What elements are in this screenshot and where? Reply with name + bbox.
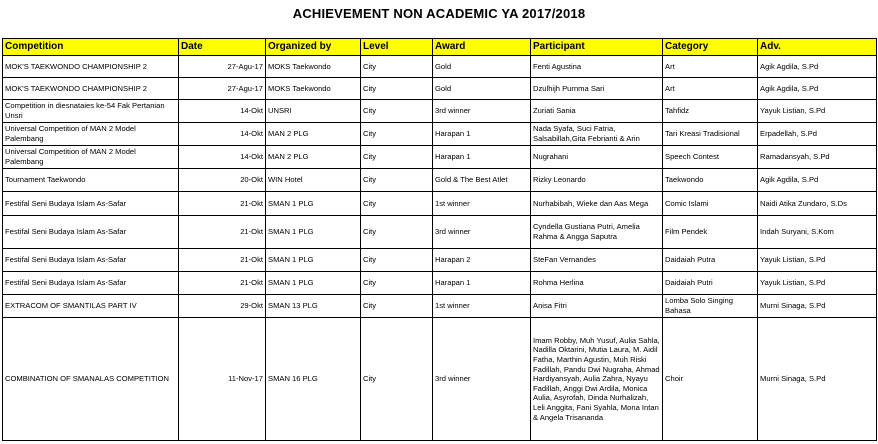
- cell-advisor: Erpadellah, S.Pd: [758, 123, 877, 146]
- column-header-adv: Adv.: [758, 39, 877, 56]
- column-header-date: Date: [179, 39, 266, 56]
- cell-participant: Nugrahani: [531, 146, 663, 169]
- cell-category: Art: [663, 78, 758, 100]
- cell-award: 1st winner: [433, 192, 531, 216]
- cell-advisor: Naidi Atika Zundaro, S.Ds: [758, 192, 877, 216]
- cell-participant: SteFan Vernandes: [531, 249, 663, 272]
- cell-participant: Anisa Fitri: [531, 295, 663, 318]
- cell-competition: Festifal Seni Budaya Islam As-Safar: [3, 249, 179, 272]
- cell-advisor: Murni Sinaga, S.Pd: [758, 318, 877, 441]
- header-row: [3, 39, 877, 56]
- cell-advisor: Agik Agdila, S.Pd: [758, 78, 877, 100]
- cell-award: Harapan 1: [433, 146, 531, 169]
- table-row: [3, 78, 877, 100]
- cell-participant: Zuriati Sania: [531, 100, 663, 123]
- cell-award: Gold & The Best Atlet: [433, 169, 531, 192]
- cell-participant: Rohma Herlina: [531, 272, 663, 295]
- cell-competition: Tournament Taekwondo: [3, 169, 179, 192]
- table-row: [3, 146, 877, 169]
- cell-advisor: Yayuk Listian, S.Pd: [758, 100, 877, 123]
- cell-advisor: Yayuk Listian, S.Pd: [758, 249, 877, 272]
- table-row: [3, 56, 877, 78]
- cell-category: Choir: [663, 318, 758, 441]
- cell-level: City: [361, 295, 433, 318]
- table-row: [3, 192, 877, 216]
- cell-award: Gold: [433, 56, 531, 78]
- cell-organizer: MOKS Taekwondo: [266, 56, 361, 78]
- cell-level: City: [361, 216, 433, 249]
- cell-level: City: [361, 272, 433, 295]
- cell-competition: Festifal Seni Budaya Islam As-Safar: [3, 272, 179, 295]
- cell-award: Harapan 1: [433, 123, 531, 146]
- column-header-participant: Participant: [531, 39, 663, 56]
- cell-level: City: [361, 318, 433, 441]
- cell-award: Gold: [433, 78, 531, 100]
- cell-date: 14-Okt: [179, 100, 266, 123]
- cell-competition: Universal Competition of MAN 2 Model Palembang: [3, 123, 179, 146]
- cell-date: 29-Okt: [179, 295, 266, 318]
- cell-category: Speech Contest: [663, 146, 758, 169]
- cell-advisor: Murni Sinaga, S.Pd: [758, 295, 877, 318]
- cell-level: City: [361, 169, 433, 192]
- cell-organizer: WIN Hotel: [266, 169, 361, 192]
- cell-competition: MOK'S TAEKWONDO CHAMPIONSHIP 2: [3, 78, 179, 100]
- cell-date: 14-Okt: [179, 123, 266, 146]
- cell-level: City: [361, 146, 433, 169]
- cell-date: 20-Okt: [179, 169, 266, 192]
- cell-organizer: SMAN 1 PLG: [266, 192, 361, 216]
- cell-date: 11-Nov-17: [179, 318, 266, 441]
- cell-competition: Universal Competition of MAN 2 Model Palembang: [3, 146, 179, 169]
- column-header-category: Category: [663, 39, 758, 56]
- column-header-award: Award: [433, 39, 531, 56]
- cell-participant: Rizky Leonardo: [531, 169, 663, 192]
- cell-organizer: SMAN 1 PLG: [266, 249, 361, 272]
- cell-advisor: Agik Agdila, S.Pd: [758, 56, 877, 78]
- cell-date: 21-Okt: [179, 192, 266, 216]
- cell-award: 3rd winner: [433, 318, 531, 441]
- cell-level: City: [361, 78, 433, 100]
- cell-organizer: SMAN 1 PLG: [266, 216, 361, 249]
- cell-participant: Nurhabibah, Wieke dan Aas Mega: [531, 192, 663, 216]
- table-row: [3, 100, 877, 123]
- cell-competition: EXTRACOM OF SMANTILAS PART IV: [3, 295, 179, 318]
- table-row: [3, 318, 877, 441]
- cell-date: 21-Okt: [179, 249, 266, 272]
- cell-competition: Festifal Seni Budaya Islam As-Safar: [3, 216, 179, 249]
- table-row: [3, 295, 877, 318]
- cell-award: 3rd winner: [433, 100, 531, 123]
- cell-advisor: Yayuk Listian, S.Pd: [758, 272, 877, 295]
- cell-category: Art: [663, 56, 758, 78]
- cell-organizer: MAN 2 PLG: [266, 146, 361, 169]
- cell-date: 21-Okt: [179, 216, 266, 249]
- cell-participant: Nada Syafa, Suci Fatria, Salsabillah,Gita Febrianti & Arin: [531, 123, 663, 146]
- cell-participant: Cyndella Gustiana Putri, Amelia Rahma & Angga Saputra: [531, 216, 663, 249]
- cell-organizer: MAN 2 PLG: [266, 123, 361, 146]
- achievement-table: [2, 38, 877, 441]
- table-row: [3, 123, 877, 146]
- cell-date: 27-Agu-17: [179, 56, 266, 78]
- cell-level: City: [361, 192, 433, 216]
- cell-organizer: UNSRI: [266, 100, 361, 123]
- cell-competition: COMBINATION OF SMANALAS COMPETITION: [3, 318, 179, 441]
- column-header-competition: Competition: [3, 39, 179, 56]
- cell-organizer: SMAN 13 PLG: [266, 295, 361, 318]
- cell-award: Harapan 2: [433, 249, 531, 272]
- cell-level: City: [361, 123, 433, 146]
- cell-organizer: SMAN 16 PLG: [266, 318, 361, 441]
- cell-category: Taekwondo: [663, 169, 758, 192]
- cell-category: Comic Islami: [663, 192, 758, 216]
- cell-advisor: Ramadansyah, S.Pd: [758, 146, 877, 169]
- cell-advisor: Indah Suryani, S.Kom: [758, 216, 877, 249]
- cell-participant: Imam Robby, Muh Yusuf, Aulia Sahla, Nadilla Oktarini, Mutia Laura, M. Aidil Fatha, Marthin Agustin, Muh Riski Fadillah, Pandu Dwi Nugraha, Ahmad Hardiyansyah, Aulia Zahra, Nyayu Fadillah, Anggi Dwi Ardila, Monica Aulia, Asyrofah, Dinda Nurhalizah, Leli Anggita, Fani Syahla, Mona Intan & Angela Trisananda: [531, 318, 663, 441]
- cell-date: 21-Okt: [179, 272, 266, 295]
- cell-competition: Festifal Seni Budaya Islam As-Safar: [3, 192, 179, 216]
- cell-category: Lomba Solo Singing Bahasa: [663, 295, 758, 318]
- cell-level: City: [361, 56, 433, 78]
- cell-category: Daidaiah Putra: [663, 249, 758, 272]
- cell-level: City: [361, 100, 433, 123]
- cell-date: 27-Agu-17: [179, 78, 266, 100]
- cell-date: 14-Okt: [179, 146, 266, 169]
- cell-organizer: MOKS Taekwondo: [266, 78, 361, 100]
- table-row: [3, 216, 877, 249]
- cell-category: Tahfidz: [663, 100, 758, 123]
- cell-award: Harapan 1: [433, 272, 531, 295]
- cell-competition: Competition in diesnataies ke-54 Fak Pertanian Unsri: [3, 100, 179, 123]
- cell-advisor: Agik Agdila, S.Pd: [758, 169, 877, 192]
- table-row: [3, 272, 877, 295]
- cell-level: City: [361, 249, 433, 272]
- cell-participant: Dzulhijh Purnma Sari: [531, 78, 663, 100]
- document-title: ACHIEVEMENT NON ACADEMIC YA 2017/2018: [292, 6, 586, 21]
- column-header-organized-by: Organized by: [266, 39, 361, 56]
- column-header-level: Level: [361, 39, 433, 56]
- table-row: [3, 249, 877, 272]
- cell-organizer: SMAN 1 PLG: [266, 272, 361, 295]
- cell-competition: MOK'S TAEKWONDO CHAMPIONSHIP 2: [3, 56, 179, 78]
- cell-category: Film Pendek: [663, 216, 758, 249]
- table-row: [3, 169, 877, 192]
- cell-award: 3rd winner: [433, 216, 531, 249]
- cell-category: Tari Kreasi Tradisional: [663, 123, 758, 146]
- cell-category: Daidaiah Putri: [663, 272, 758, 295]
- cell-participant: Fenti Agustina: [531, 56, 663, 78]
- cell-award: 1st winner: [433, 295, 531, 318]
